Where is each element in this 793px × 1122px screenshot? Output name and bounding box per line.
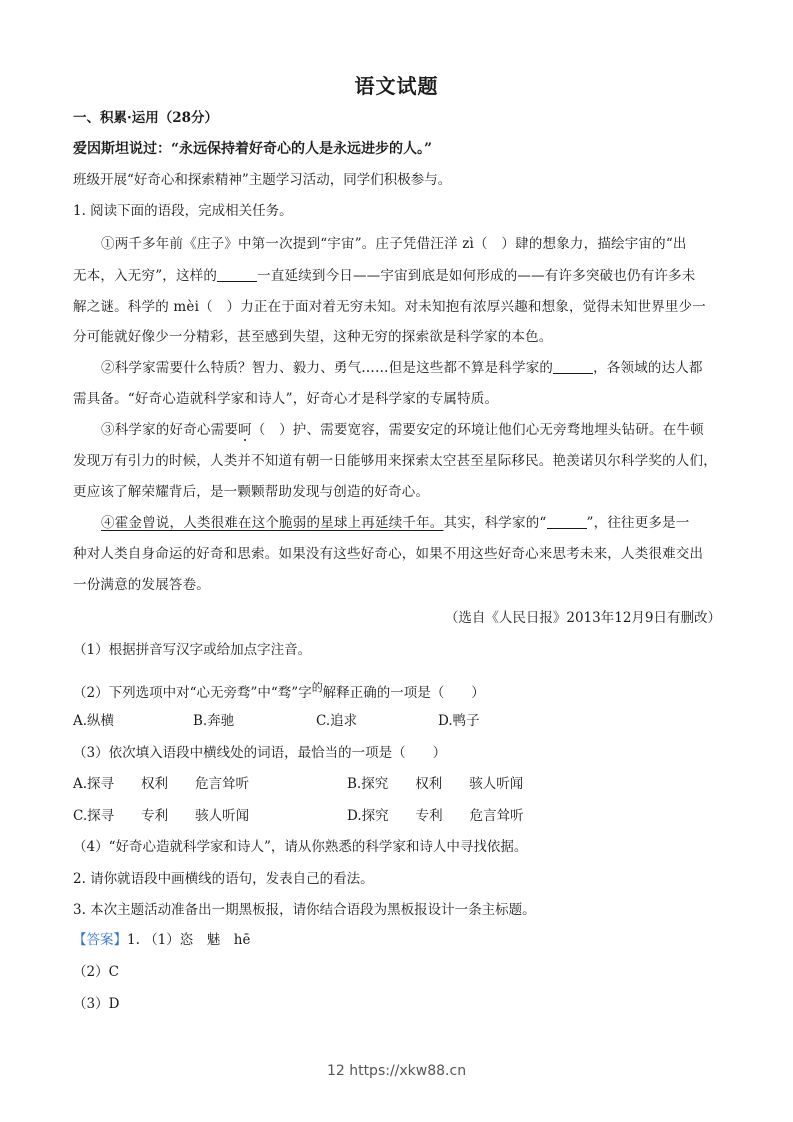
- p4-line-1-text-b: ”，往往更多是一: [586, 515, 690, 531]
- answer-line-2: （2）C: [73, 964, 119, 980]
- p1-line-2-text-a: 无本，入无穷”，这样的: [73, 268, 218, 284]
- intro-line: 班级开展“好奇心和探索精神”主题学习活动，同学们积极参与。: [73, 172, 452, 188]
- source-citation: （选自《人民日报》2013年12月9日有删改）: [444, 610, 721, 626]
- fill-blank-3[interactable]: [547, 514, 587, 529]
- p4-line-1-text-a: 其实，科学家的“: [443, 515, 547, 531]
- answer-line-3: （3）D: [73, 996, 120, 1012]
- subquestion-2: [73, 678, 721, 703]
- p4-line-1: [101, 513, 721, 533]
- option-d[interactable]: D.探究 专利 危言耸听: [347, 808, 524, 824]
- option-c[interactable]: C.探寻 专利 骇人听闻: [73, 808, 250, 824]
- subquestion-1: （1）根据拼音写汉字或给加点字注音。: [73, 642, 312, 658]
- underlined-sentence: ④霍金曾说，人类很难在这个脆弱的星球上再延续千年。: [101, 515, 444, 531]
- p3-line-1: [101, 420, 721, 440]
- p1-line-2: [73, 266, 721, 286]
- dotted-character: 呵: [238, 422, 252, 438]
- page-footer: 12 https://xkw88.cn: [326, 1063, 467, 1079]
- subquestion-2-text-a: （2）下列选项中对“心无旁骛”中“骛”字: [73, 685, 312, 701]
- p1-line-4: 分可能就好像少一分精彩，甚至感到失望，这种无穷的探索欲是科学家的本色。: [73, 329, 553, 345]
- p2-line-1-text-b: ，各领域的达人都: [593, 360, 703, 376]
- option-b[interactable]: B.奔驰: [193, 713, 235, 729]
- question-3: 3. 本次主题活动准备出一期黑板报，请你结合语段为黑板报设计一条主标题。: [73, 902, 536, 918]
- subquestion-2-text-b: 解释正确的一项是（ ）: [322, 685, 485, 701]
- subquestion-3: （3）依次填入语段中横线处的词语，最恰当的一项是（ ）: [73, 745, 447, 761]
- p3-line-3: 更应该了解荣耀背后，是一颗颗帮助发现与创造的好奇心。: [73, 484, 430, 500]
- answer-1: 1. （1）恣 魅 hē: [127, 932, 251, 948]
- p1-line-2-text-b: 一直延续到今日——宇宙到底是如何形成的——有许多突破也仍有许多未: [257, 268, 696, 284]
- option-a[interactable]: A.纵横: [73, 713, 115, 729]
- option-c[interactable]: C.追求: [316, 713, 358, 729]
- p3-line-1-text-a: ③科学家的好奇心需要: [101, 422, 238, 438]
- section-heading: 一、积累·运用（28分）: [73, 110, 218, 126]
- p1-line-3: 解之谜。科学的 mèi（ ）力正在于面对着无穷未知。对未知抱有浓厚兴趣和想象，觉得未知世界里少一: [73, 299, 706, 315]
- p3-line-1-text-b: （ ）护、需要宽容，需要安定的环境让他们心无旁骛地埋头钻研。在牛顿: [251, 422, 704, 438]
- p4-line-2: 种对人类自身命运的好奇和思索。如果没有这些好奇心，如果不用这些好奇心来思考未来，人类很难交出: [73, 546, 704, 562]
- page-title: 语文试题: [354, 74, 439, 98]
- p2-line-1-text-a: ②科学家需要什么特质？智力、毅力、勇气……但是这些都不算是科学家的: [101, 360, 554, 376]
- fill-blank-2[interactable]: [553, 359, 593, 374]
- p2-line-2: 需具备。“好奇心造就科学家和诗人”，好奇心才是科学家的专属特质。: [73, 391, 499, 407]
- option-a[interactable]: A.探寻 权利 危言耸听: [73, 776, 250, 792]
- fill-blank-1[interactable]: [217, 267, 257, 282]
- option-d[interactable]: D.鸭子: [438, 713, 480, 729]
- subquestion-2-superscript: 的: [311, 681, 323, 694]
- p2-line-1: [101, 358, 721, 378]
- p1-line-1: ①两千多年前《庄子》中第一次提到“宇宙”。庄子凭借汪洋 zì（ ）肆的想象力，描绘宇宙的“出: [101, 236, 687, 252]
- option-b[interactable]: B.探究 权利 骇人听闻: [347, 776, 524, 792]
- p4-line-3: 一份满意的发展答卷。: [73, 577, 210, 593]
- p3-line-2: 发现万有引力的时候，人类并不知道有朝一日能够用来探索太空甚至星际移民。艳羡诺贝尔科学奖的人们，: [73, 453, 717, 469]
- quote-line: 爱因斯坦说过：“永远保持着好奇心的人是永远进步的人。”: [73, 141, 433, 157]
- subquestion-4: （4）“好奇心造就科学家和诗人”，请从你熟悉的科学家和诗人中寻找依据。: [73, 839, 528, 855]
- question-2: 2. 请你就语段中画横线的语句，发表自己的看法。: [73, 871, 374, 887]
- answer-tag: 【答案】: [73, 932, 127, 948]
- question-1: 1. 阅读下面的语段，完成相关任务。: [73, 203, 293, 219]
- answer-line-1: [73, 930, 721, 950]
